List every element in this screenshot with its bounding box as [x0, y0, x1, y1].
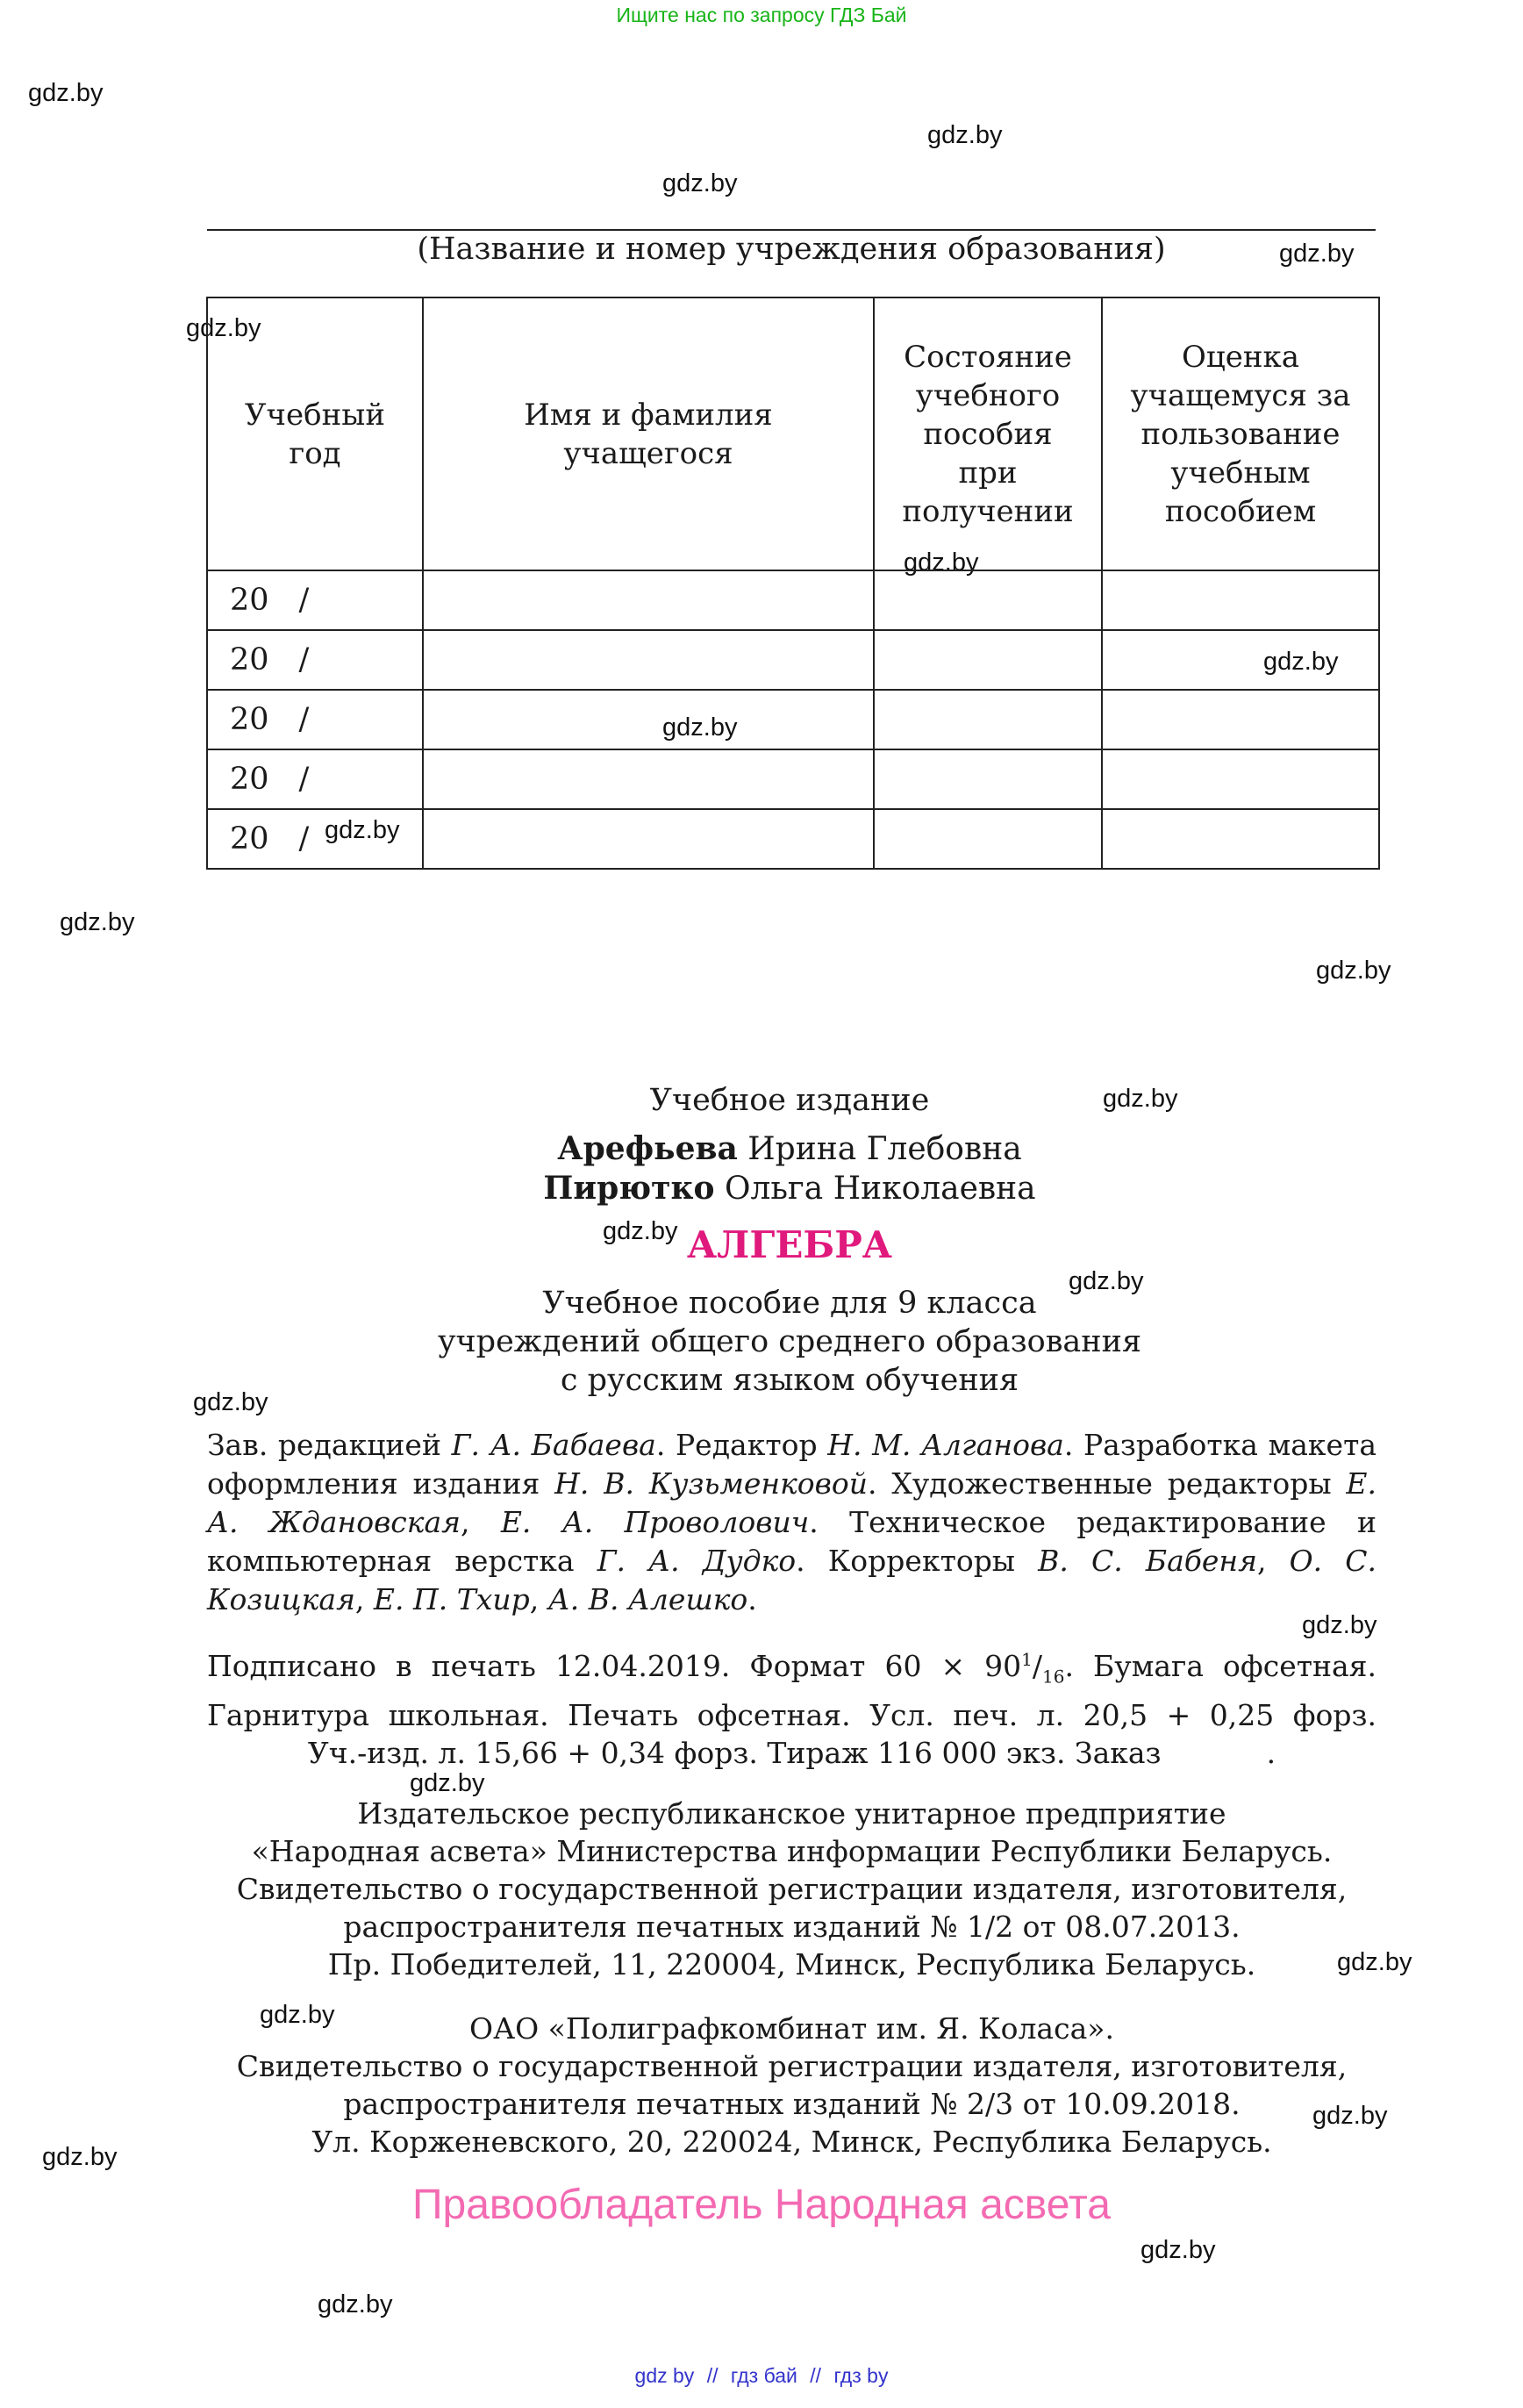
credit-name: Г. А. Бабаева — [451, 1428, 656, 1462]
watermark: gdz.by — [42, 2143, 118, 2171]
year-prefix: 20 — [230, 583, 269, 618]
run-text: Уч.-изд. л. 15,66 + 0,34 форз. Тираж 116 000 экз. Заказ — [307, 1735, 1162, 1770]
watermark: gdz.by — [410, 1769, 485, 1797]
credit-name: О. С. Козицкая — [207, 1544, 1376, 1616]
credit-name: Е. А. Ждановская — [207, 1466, 1377, 1539]
year-cell — [207, 749, 423, 809]
publisher-line: «Народная асвета» Министерства информации Республики Беларусь. — [251, 1834, 1333, 1868]
credit-name: Н. В. Кузьменковой — [554, 1466, 869, 1501]
format-fraction-num: 1 — [1021, 1649, 1033, 1670]
run-text-end: . — [1266, 1735, 1276, 1770]
year-prefix: 20 — [230, 642, 269, 677]
publisher-line: Свидетельство о государственной регистрации издателя, изготовителя, — [236, 1872, 1348, 1906]
year-slash: / — [298, 642, 310, 677]
book-subtitle-line: с русским языком обучения — [560, 1363, 1019, 1398]
institution-line — [207, 229, 1376, 231]
header-line: пользование — [1140, 416, 1341, 452]
year-cell — [207, 630, 423, 690]
institution-caption: (Название и номер учреждения образования) — [417, 232, 1166, 267]
table-header-row — [207, 297, 1379, 570]
watermark: gdz.by — [662, 713, 738, 742]
table-row — [207, 690, 1379, 749]
author-2-name: Ольга Николаевна — [724, 1171, 1036, 1207]
watermark: gdz.by — [318, 2290, 393, 2318]
footer-links — [0, 2364, 1523, 2388]
rights-holder: Правообладатель Народная асвета — [412, 2182, 1111, 2228]
header-line: Состояние — [904, 339, 1072, 375]
author-2-surname: Пирютко — [543, 1170, 715, 1207]
publisher-info — [207, 1795, 1376, 1983]
watermark: gdz.by — [1069, 1267, 1144, 1295]
condition-cell — [874, 749, 1102, 809]
grade-cell — [1102, 630, 1379, 690]
year-slash: / — [298, 762, 310, 797]
condition-cell — [874, 570, 1102, 630]
credit-name: Н. М. Алганова — [827, 1428, 1064, 1462]
header-line: пособием — [1164, 493, 1317, 529]
editorial-credits — [207, 1426, 1376, 1619]
header-grade — [1102, 297, 1379, 570]
year-prefix: 20 — [230, 702, 269, 737]
watermark: gdz.by — [1279, 240, 1355, 268]
footer-separator: // — [810, 2364, 822, 2387]
table-row — [207, 749, 1379, 809]
grade-cell — [1102, 570, 1379, 630]
table-row — [207, 809, 1379, 869]
watermark: gdz.by — [325, 816, 400, 844]
format-fraction-den: 16 — [1042, 1666, 1065, 1688]
book-subtitle-line: Учебное пособие для 9 класса — [542, 1286, 1037, 1321]
watermark: gdz.by — [186, 314, 261, 342]
header-year — [207, 297, 423, 570]
watermark: gdz.by — [1312, 2102, 1388, 2130]
textbook-usage-table — [206, 297, 1380, 870]
year-slash: / — [298, 821, 310, 856]
watermark: gdz.by — [193, 1388, 268, 1416]
condition-cell — [874, 690, 1102, 749]
printer-info — [207, 2010, 1376, 2161]
credit-name: В. С. Бабеня — [1038, 1544, 1258, 1578]
footer-separator: // — [706, 2364, 719, 2387]
table-row — [207, 630, 1379, 690]
condition-cell — [874, 630, 1102, 690]
credit-text: . Техническое редактирование и компьютерная верстка — [207, 1505, 1377, 1578]
header-line: Имя и фамилия — [524, 397, 773, 433]
header-condition — [874, 297, 1102, 570]
watermark: gdz.by — [927, 121, 1003, 149]
credit-text: , — [529, 1582, 548, 1616]
print-info-line — [207, 1734, 1376, 1772]
header-line: пособия — [923, 416, 1053, 452]
watermark: gdz.by — [60, 908, 135, 936]
search-banner[interactable]: Ищите нас по запросу ГДЗ Бай — [616, 4, 907, 26]
credit-text: Зав. редакцией — [207, 1428, 452, 1462]
print-info — [207, 1641, 1376, 1772]
year-cell — [207, 570, 423, 630]
credit-name: Е. П. Тхир — [373, 1582, 530, 1616]
year-cell — [207, 690, 423, 749]
watermark: gdz.by — [1337, 1948, 1412, 1976]
name-cell — [423, 749, 874, 809]
header-line: год — [289, 435, 341, 471]
print-format-text: Подписано в печать 12.04.2019. Формат 60 × 90 — [207, 1649, 1022, 1683]
watermark: gdz.by — [1263, 648, 1339, 676]
footer-link[interactable]: гдз by — [833, 2364, 889, 2387]
credit-text: . Корректоры — [796, 1544, 1039, 1578]
footer-link[interactable]: гдз бай — [730, 2364, 797, 2387]
credit-text: . Художественные редакторы — [868, 1466, 1347, 1501]
watermark: gdz.by — [662, 169, 738, 197]
printer-line: Свидетельство о государственной регистрации издателя, изготовителя, — [236, 2049, 1348, 2083]
print-info-line: Подписано в печать 12.04.2019. Формат $60 \times 90^1/_{16}$. Бумага офсетная. — [207, 1649, 1376, 1688]
watermark: gdz.by — [1302, 1611, 1377, 1639]
watermark: gdz.by — [904, 548, 979, 577]
watermark: gdz.by — [1140, 2236, 1216, 2264]
paper-type-text: . Бумага офсетная. — [1064, 1649, 1376, 1683]
author-1-name: Ирина Глебовна — [747, 1131, 1022, 1167]
author-1 — [175, 1130, 1404, 1167]
grade-cell — [1102, 809, 1379, 869]
publisher-line: Пр. Победителей, 11, 220004, Минск, Республика Беларусь. — [327, 1947, 1256, 1982]
book-subtitle-line: учреждений общего среднего образования — [437, 1324, 1142, 1359]
edition-type: Учебное издание — [649, 1083, 930, 1118]
publisher-line: распространителя печатных изданий № 1/2 от 08.07.2013. — [343, 1910, 1241, 1944]
name-cell — [423, 809, 874, 869]
name-cell — [423, 570, 874, 630]
grade-cell — [1102, 749, 1379, 809]
footer-link[interactable]: gdz by — [634, 2364, 695, 2387]
header-line: учащемуся за — [1130, 377, 1351, 413]
printer-line: Ул. Корженевского, 20, 220024, Минск, Республика Беларусь. — [311, 2125, 1272, 2159]
credit-text: , — [1257, 1544, 1290, 1578]
header-line: получении — [902, 493, 1074, 529]
print-info-line: Гарнитура школьная. Печать офсетная. Усл. печ. л. 20,5 + 0,25 форз. — [207, 1697, 1376, 1732]
credit-name: Г. А. Дудко — [597, 1544, 797, 1578]
credit-text: , — [354, 1582, 374, 1616]
name-cell — [423, 630, 874, 690]
name-cell — [423, 690, 874, 749]
printer-line: ОАО «Полиграфкомбинат им. Я. Коласа». — [469, 2011, 1114, 2046]
year-prefix: 20 — [230, 762, 269, 797]
credit-name: А. В. Алешко — [547, 1582, 748, 1616]
printer-line: распространителя печатных изданий № 2/3 от 10.09.2018. — [343, 2087, 1241, 2121]
watermark: gdz.by — [603, 1217, 678, 1245]
credit-text: . Редактор — [655, 1428, 828, 1462]
credit-name: Е. А. Проволович — [500, 1505, 810, 1539]
header-line: учащегося — [563, 435, 733, 471]
year-slash: / — [298, 702, 310, 737]
publisher-line: Издательское республиканское унитарное предприятие — [357, 1796, 1226, 1831]
year-prefix: 20 — [230, 821, 269, 856]
book-title: АЛГЕБРА — [686, 1223, 893, 1266]
grade-cell — [1102, 690, 1379, 749]
year-slash: / — [298, 583, 310, 618]
header-line: Оценка — [1181, 339, 1300, 375]
header-line: при — [958, 455, 1018, 491]
header-line: учебным — [1170, 455, 1311, 491]
credit-text: , — [461, 1505, 501, 1539]
header-line: Учебный — [244, 397, 386, 433]
watermark: gdz.by — [1316, 957, 1391, 985]
author-2 — [175, 1170, 1404, 1207]
header-student-name — [423, 297, 874, 570]
watermark: gdz.by — [260, 2001, 335, 2029]
watermark: gdz.by — [28, 79, 104, 107]
condition-cell — [874, 809, 1102, 869]
author-1-surname: Арефьева — [557, 1130, 738, 1167]
watermark: gdz.by — [1103, 1085, 1178, 1113]
year-cell — [207, 809, 423, 869]
header-line: учебного — [915, 377, 1061, 413]
credit-text: . Разработка макета оформления издания — [207, 1428, 1377, 1501]
credit-text: . — [747, 1582, 757, 1616]
table-row — [207, 570, 1379, 630]
